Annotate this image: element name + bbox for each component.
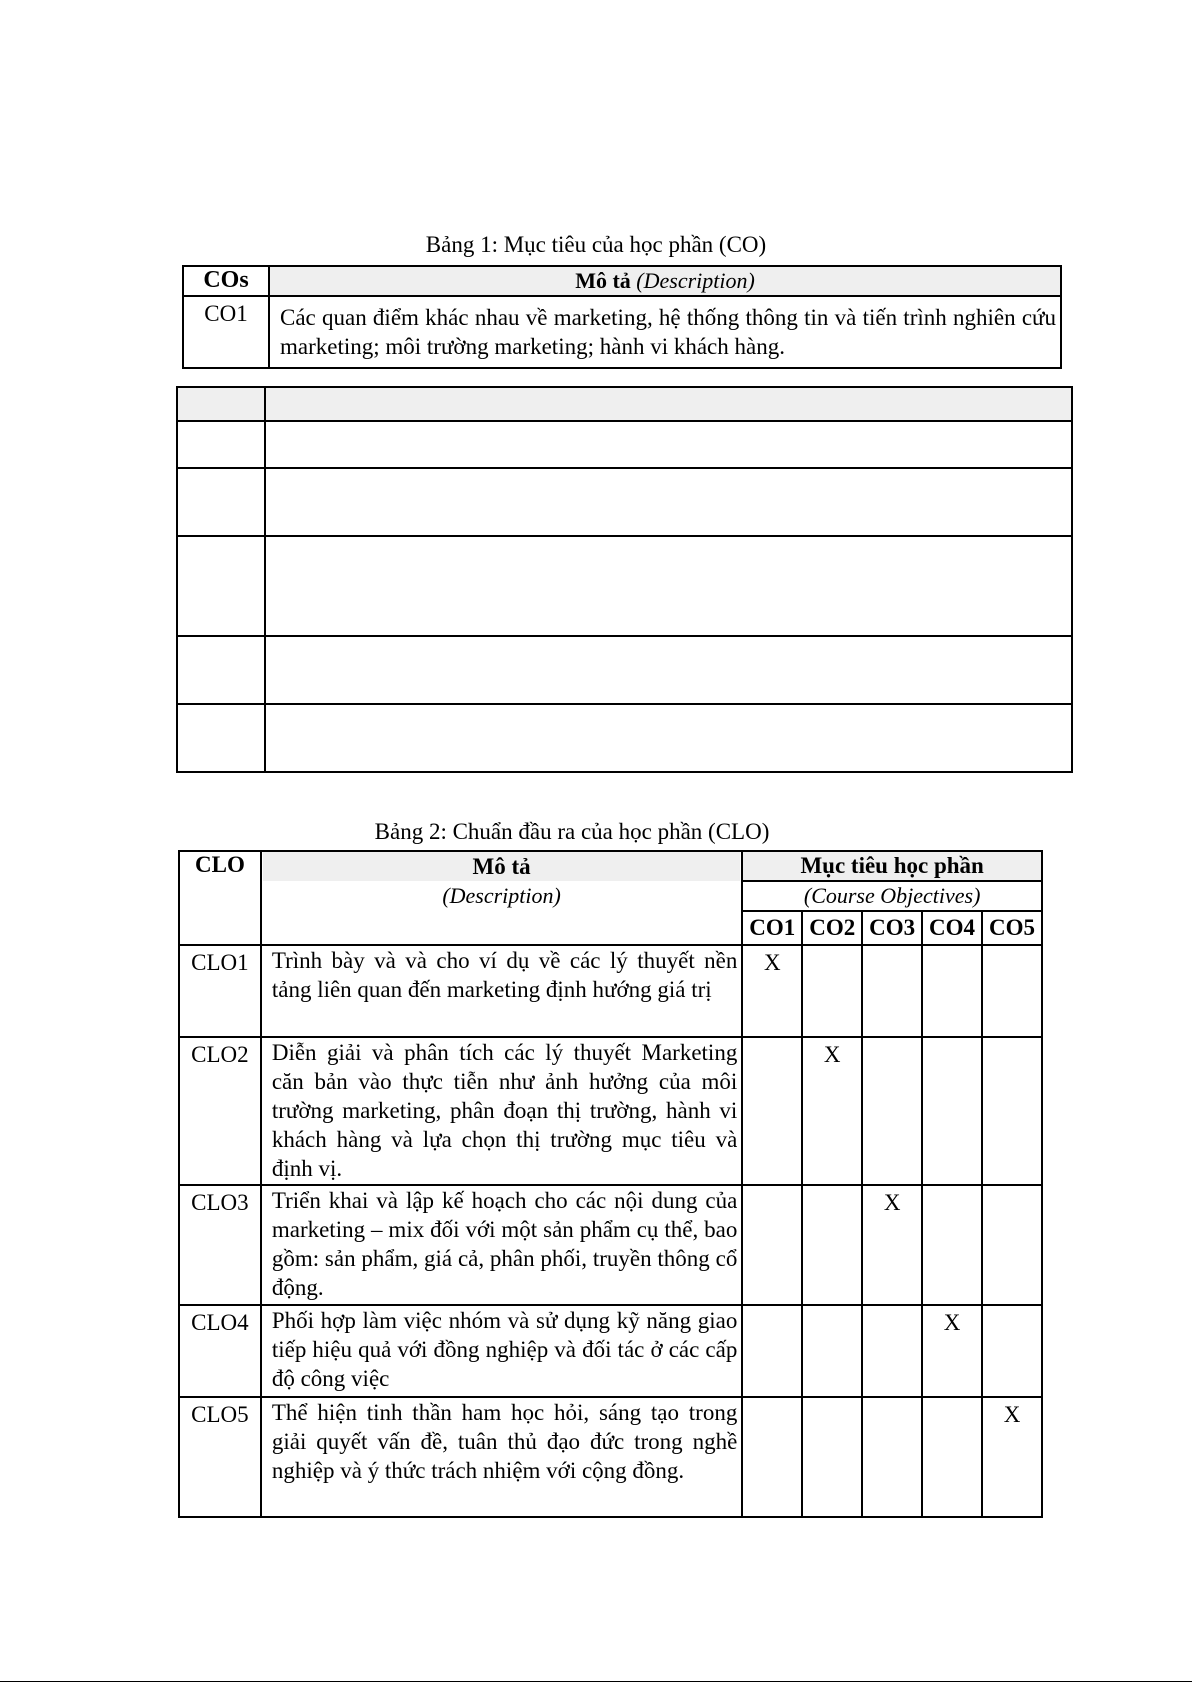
clo-mark <box>922 1185 982 1305</box>
clo-mark <box>862 1397 922 1517</box>
clo-mark <box>862 1037 922 1185</box>
clo-mark <box>802 1397 862 1517</box>
table1-row-desc: Các quan điểm khác nhau về marketing, hệ thống thông tin và tiến trình nghiên cứu marketing; môi trường marketing; hành vi khách hàng. <box>269 296 1061 368</box>
empty-cell <box>265 704 1072 772</box>
table2-row <box>179 1305 1042 1397</box>
clo-code: CLO1 <box>179 945 261 1037</box>
clo-desc: Diễn giải và phân tích các lý thuyết Marketing căn bản vào thực tiễn như ảnh hưởng của môi trường marketing, phân đoạn thị trường, hành vi khách hàng và lựa chọn thị trường mục tiêu và định vị. <box>261 1037 742 1185</box>
clo-mark <box>742 1397 802 1517</box>
clo-desc: Trình bày và và cho ví dụ về các lý thuyết nền tảng liên quan đến marketing định hướng giá trị <box>261 945 742 1037</box>
table2-header-desc-bold: Mô tả <box>263 852 740 881</box>
empty-grid-row <box>177 536 1072 636</box>
table2-header-co3: CO3 <box>862 911 922 945</box>
clo-desc: Phối hợp làm việc nhóm và sử dụng kỹ năng giao tiếp hiệu quả với đồng nghiệp và đối tác ở các cấp độ công việc <box>261 1305 742 1397</box>
empty-cell <box>177 704 265 772</box>
table2-header-co4: CO4 <box>922 911 982 945</box>
clo-code: CLO3 <box>179 1185 261 1305</box>
empty-grid-row <box>177 704 1072 772</box>
empty-cell <box>177 387 265 421</box>
empty-grid-row <box>177 421 1072 468</box>
empty-cell <box>265 536 1072 636</box>
clo-mark <box>922 945 982 1037</box>
clo-mark: X <box>802 1037 862 1185</box>
table2-row <box>179 1185 1042 1305</box>
empty-cell <box>265 468 1072 536</box>
clo-mark <box>802 945 862 1037</box>
clo-desc: Triển khai và lập kế hoạch cho các nội dung của marketing – mix đối với một sản phẩm cụ thể, bao gồm: sản phẩm, giá cả, phân phối, truyền thông cổ động. <box>261 1185 742 1305</box>
clo-mark <box>862 1305 922 1397</box>
clo-mark <box>982 1037 1042 1185</box>
empty-cell <box>265 636 1072 704</box>
clo-mark: X <box>742 945 802 1037</box>
page-bottom-rule <box>0 1681 1192 1682</box>
empty-grid-row <box>177 636 1072 704</box>
table2-header-co1: CO1 <box>742 911 802 945</box>
table1 <box>182 265 1062 369</box>
clo-code: CLO4 <box>179 1305 261 1397</box>
table2-header-code: CLO <box>179 851 261 945</box>
table2-header-row-1 <box>179 851 1042 881</box>
table1-caption: Bảng 1: Mục tiêu của học phần (CO) <box>425 232 767 257</box>
table1-row-code: CO1 <box>183 296 269 368</box>
table1-header-desc-italic: (Description) <box>636 268 755 293</box>
clo-mark <box>982 945 1042 1037</box>
clo-mark <box>742 1037 802 1185</box>
table1-header-code: COs <box>183 266 269 296</box>
table2-row <box>179 1037 1042 1185</box>
clo-code: CLO2 <box>179 1037 261 1185</box>
table2-row <box>179 945 1042 1037</box>
table1-header-desc <box>269 266 1061 296</box>
empty-cell <box>177 421 265 468</box>
table2-header-objectives: Mục tiêu học phần <box>742 851 1042 881</box>
empty-grid-header-row <box>177 387 1072 421</box>
clo-mark <box>982 1185 1042 1305</box>
clo-mark <box>982 1305 1042 1397</box>
clo-code: CLO5 <box>179 1397 261 1517</box>
table2-header-co2: CO2 <box>802 911 862 945</box>
clo-mark <box>802 1305 862 1397</box>
clo-mark: X <box>982 1397 1042 1517</box>
clo-mark <box>922 1037 982 1185</box>
empty-cell <box>177 636 265 704</box>
table2-header-desc-italic: (Description) <box>442 883 561 908</box>
table2-header-co5: CO5 <box>982 911 1042 945</box>
empty-cell <box>265 421 1072 468</box>
table2-row <box>179 1397 1042 1517</box>
table1-header-desc-bold: Mô tả <box>575 268 631 293</box>
clo-mark <box>862 945 922 1037</box>
clo-mark <box>742 1305 802 1397</box>
empty-grid-row <box>177 468 1072 536</box>
empty-cell <box>265 387 1072 421</box>
empty-cell <box>177 468 265 536</box>
table2-header-desc <box>261 851 742 945</box>
table2-caption: Bảng 2: Chuẩn đầu ra của học phần (CLO) <box>374 819 770 844</box>
table2 <box>178 850 1043 1518</box>
empty-grid <box>176 386 1073 773</box>
clo-mark <box>742 1185 802 1305</box>
clo-desc: Thể hiện tinh thần ham học hỏi, sáng tạo trong giải quyết vấn đề, tuân thủ đạo đức trong nghề nghiệp và ý thức trách nhiệm với cộng đồng. <box>261 1397 742 1517</box>
empty-cell <box>177 536 265 636</box>
clo-mark <box>802 1185 862 1305</box>
clo-mark: X <box>922 1305 982 1397</box>
table2-header-objectives-italic: (Course Objectives) <box>742 881 1042 911</box>
table1-row <box>183 296 1061 368</box>
clo-mark <box>922 1397 982 1517</box>
clo-mark: X <box>862 1185 922 1305</box>
table1-header-row <box>183 266 1061 296</box>
